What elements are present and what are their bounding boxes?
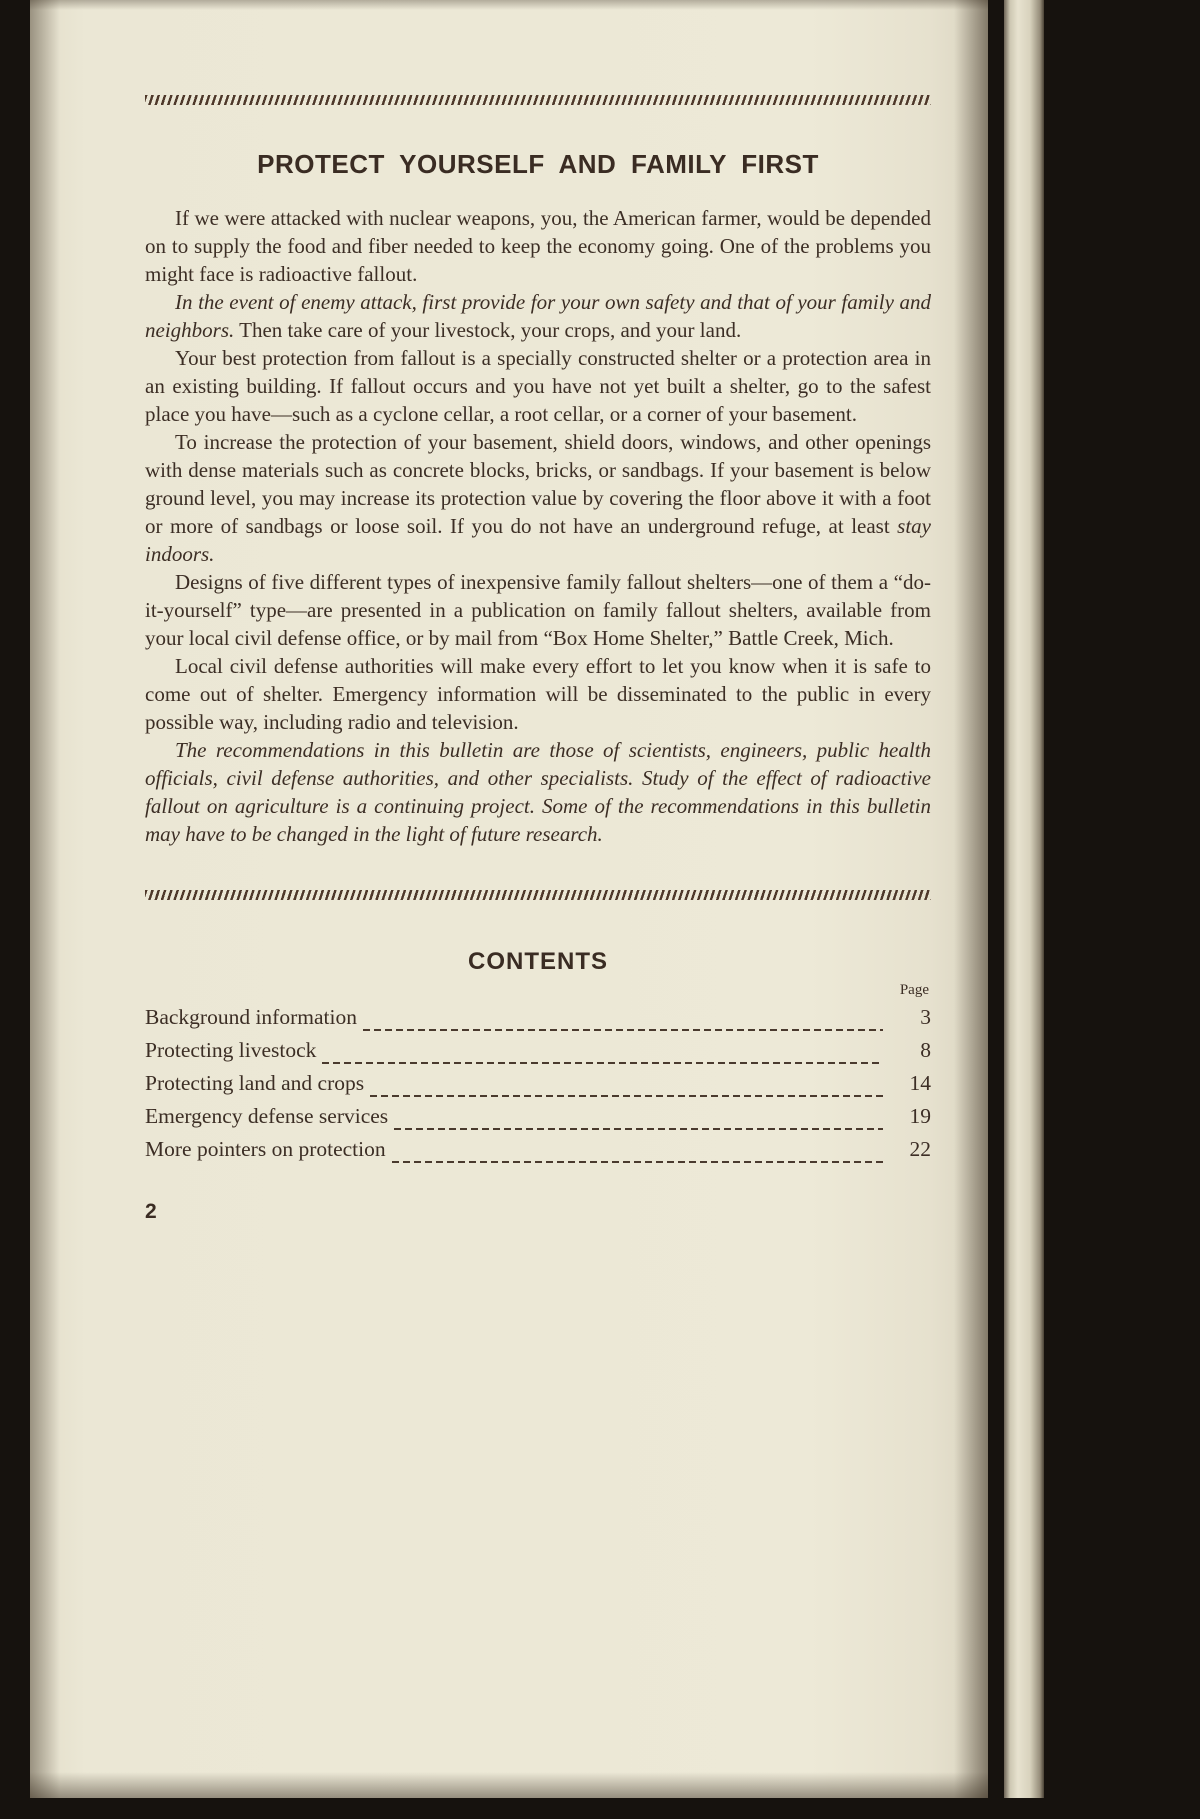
paragraph-2 [145, 288, 931, 344]
paragraph-4-roman: To increase the protection of your basement, shield doors, windows, and other openings with dense materials such as concrete blocks, bricks, or sandbags. If your basement is below ground level, you may increase its protection value by covering the floor above it with a foot or more of sandbags or loose soil. If you do not have an underground refuge, at least [145, 430, 931, 538]
toc-entry-page: 14 [909, 1071, 931, 1095]
paragraph-4-italic: stay indoors. [145, 514, 931, 566]
toc-entry-page: 19 [909, 1104, 931, 1128]
toc-row [145, 1104, 931, 1137]
toc-row [145, 1005, 931, 1038]
contents-heading: CONTENTS [468, 948, 608, 975]
next-page-edge [1004, 0, 1044, 1798]
toc-leader [392, 1161, 883, 1163]
toc-entry-label: Protecting livestock [145, 1038, 317, 1062]
paragraph-2-roman: Then take care of your livestock, your crops, and your land. [239, 318, 742, 342]
paper-right-shadow [954, 0, 988, 1798]
page-title: PROTECT YOURSELF AND FAMILY FIRST [257, 149, 819, 179]
paragraph-7: The recommendations in this bulletin are those of scientists, engineers, public health officials, civil defense authorities, and other specialists. Study of the effect of radioactive fallout on agriculture is a continuing project. Some of the recommendations in this bulletin may have to be changed in the light of future research. [145, 738, 931, 846]
table-of-contents [145, 1005, 931, 1170]
paragraph-5: Designs of five different types of inexpensive family fallout shelters—one of them a “do-it-yourself” type—are presented in a publication on family fallout shelters, available from your local civil defense office, or by mail from “Box Home Shelter,” Battle Creek, Mich. [145, 570, 931, 650]
paragraph-1: If we were attacked with nuclear weapons, you, the American farmer, would be depended on to supply the food and fiber needed to keep the economy going. One of the problems you might face is radioactive fallout. [145, 206, 931, 286]
contents-page-column-label: Page [899, 982, 929, 998]
paper-bottom-shadow [30, 1772, 988, 1798]
toc-entry-page: 3 [920, 1005, 931, 1029]
paper-top-shadow [30, 0, 988, 10]
toc-leader [322, 1062, 883, 1064]
scanned-page [30, 0, 988, 1798]
toc-entry-label: Background information [145, 1005, 357, 1029]
toc-leader [363, 1029, 883, 1031]
ornamental-rule-middle [145, 890, 931, 900]
paragraph-2-italic-lead: In the event of enemy attack, first provide for your own safety and that of your family and neighbors. [145, 290, 931, 342]
page-content [145, 0, 931, 1224]
toc-entry-page: 22 [909, 1137, 931, 1161]
toc-entry-label: More pointers on protection [145, 1137, 386, 1161]
toc-leader [394, 1128, 883, 1130]
toc-row [145, 1137, 931, 1170]
toc-entry-label: Protecting land and crops [145, 1071, 365, 1095]
toc-entry-page: 8 [920, 1038, 931, 1062]
toc-leader [370, 1095, 883, 1097]
paper-left-shadow [30, 0, 60, 1798]
paragraph-4 [145, 428, 931, 568]
paragraph-6: Local civil defense authorities will make every effort to let you know when it is safe to come out of shelter. Emergency information will be disseminated to the public in every possible way, including radio and television. [145, 654, 931, 734]
toc-row [145, 1071, 931, 1104]
toc-row [145, 1038, 931, 1071]
paragraph-3: Your best protection from fallout is a specially constructed shelter or a protection area in an existing building. If fallout occurs and you have not yet built a shelter, go to the safest place you have—such as a cyclone cellar, a root cellar, or a corner of your basement. [145, 346, 931, 426]
ornamental-rule-top [145, 95, 931, 105]
toc-entry-label: Emergency defense services [145, 1104, 389, 1128]
page-number: 2 [145, 1200, 157, 1223]
body-text [145, 204, 931, 848]
